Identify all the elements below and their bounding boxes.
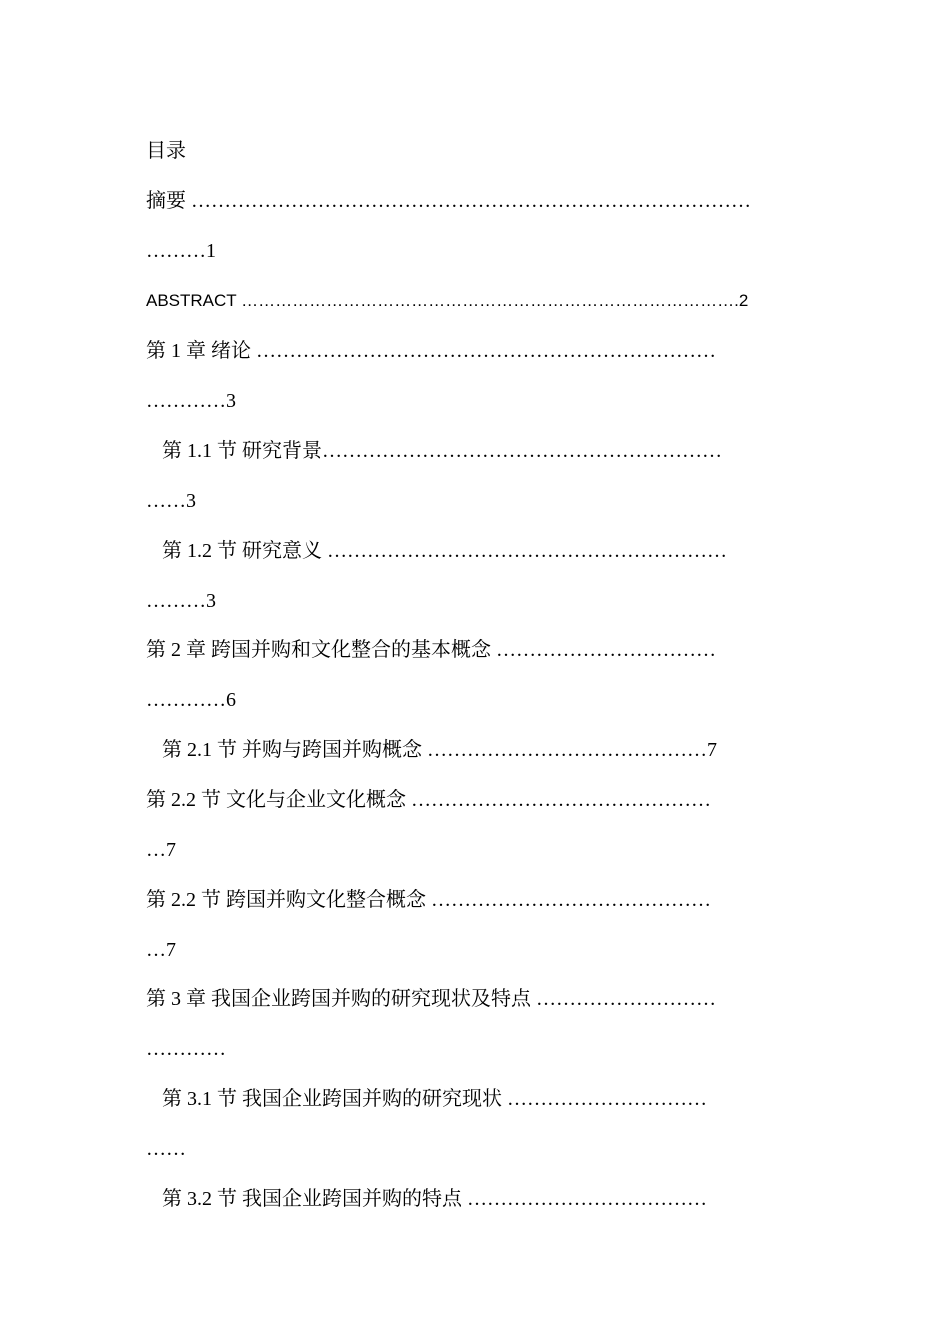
toc-line: 摘要 …………………………………………………………………………: [146, 190, 751, 212]
toc-line: …………6: [146, 689, 236, 711]
toc-title: 目录: [146, 140, 186, 162]
toc-line: ……: [146, 1138, 186, 1160]
toc-line: 第 2 章 跨国并购和文化整合的基本概念 ……………………………: [146, 639, 716, 661]
toc-line: ……3: [146, 490, 196, 512]
toc-line: …………3: [146, 390, 236, 412]
toc-line: ………3: [146, 590, 216, 612]
toc-line: 第 3.1 节 我国企业跨国并购的研究现状 …………………………: [162, 1088, 707, 1110]
toc-line: ………1: [146, 240, 216, 262]
toc-line: 第 1 章 绪论 ……………………………………………………………: [146, 340, 716, 362]
toc-line: 第 3 章 我国企业跨国并购的研究现状及特点 ………………………: [146, 988, 716, 1010]
toc-line: …………: [146, 1038, 226, 1060]
toc-line: 第 1.2 节 研究意义 ……………………………………………………: [162, 540, 727, 562]
toc-line: 第 2.2 节 跨国并购文化整合概念 ……………………………………: [146, 889, 711, 911]
toc-line: 第 3.2 节 我国企业跨国并购的特点 ………………………………: [162, 1188, 707, 1210]
toc-line: …7: [146, 939, 176, 961]
toc-line: ABSTRACT …………………………………………………………………………….2: [146, 291, 749, 310]
toc-line: …7: [146, 839, 176, 861]
toc-line: 第 2.2 节 文化与企业文化概念 ………………………………………: [146, 789, 711, 811]
toc-line: 第 2.1 节 并购与跨国并购概念 ……………………………………7: [162, 739, 717, 761]
toc-line: 第 1.1 节 研究背景……………………………………………………: [162, 440, 722, 462]
